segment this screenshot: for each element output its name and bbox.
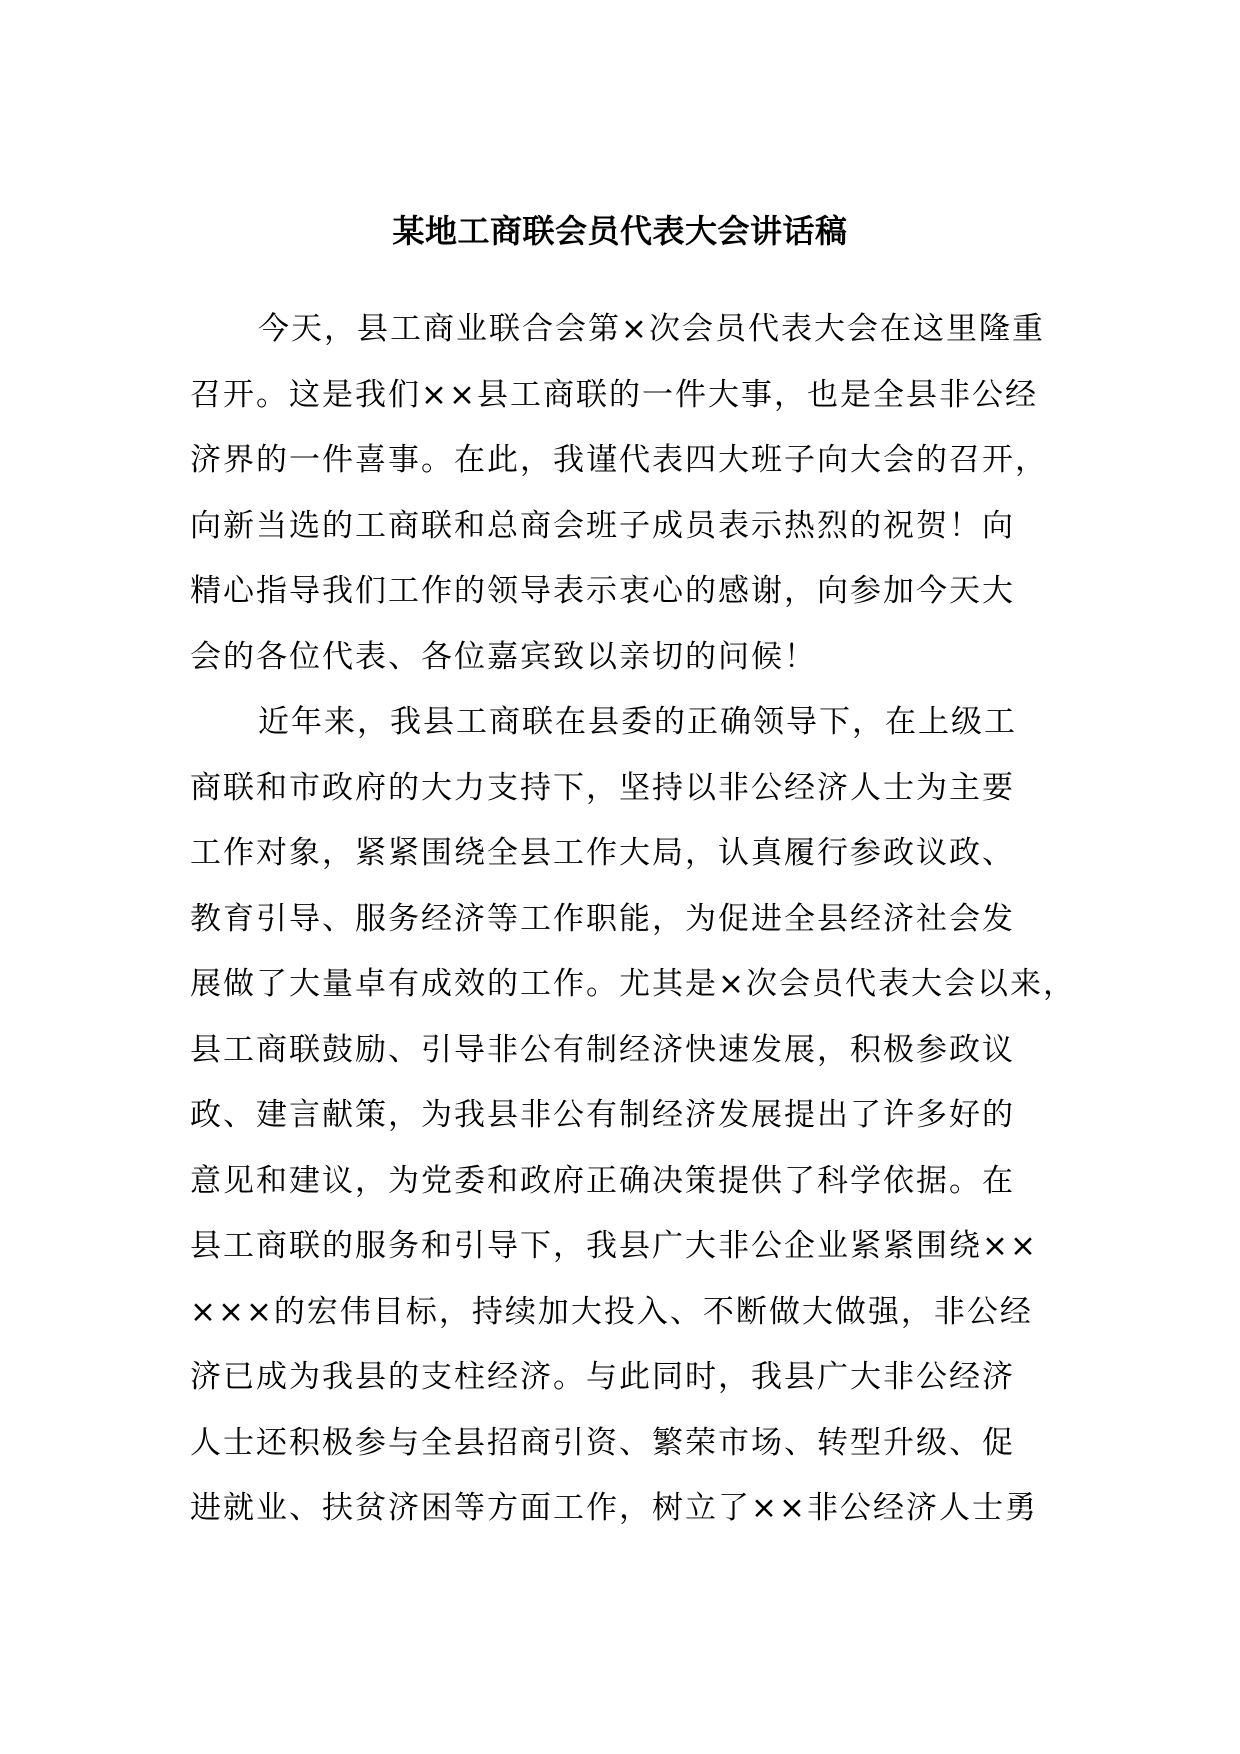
text-line: 政、建言献策，为我县非公有制经济发展提出了许多好的 [190, 1097, 1015, 1133]
text-line: 商联和市政府的大力支持下，坚持以非公经济人士为主要 [190, 769, 1015, 806]
paragraph-1 [190, 297, 1070, 690]
text-line: 济已成为我县的支柱经济。与此同时，我县广大非公经济 [190, 1359, 1015, 1395]
text-line: 人士还积极参与全县招商引资、繁荣市场、转型升级、促 [190, 1424, 1015, 1461]
text-line: 进就业、扶贫济困等方面工作，树立了××非公经济人士勇 [190, 1490, 1038, 1526]
text-line: 会的各位代表、各位嘉宾致以亲切的问候！ [190, 638, 817, 675]
text-line: 召开。这是我们××县工商联的一件大事，也是全县非公经 [190, 376, 1038, 413]
text-line: 工作对象，紧紧围绕全县工作大局，认真履行参政议政、 [190, 835, 1015, 871]
text-line: 近年来，我县工商联在县委的正确领导下，在上级工 [258, 704, 1017, 740]
text-line: ×××的宏伟目标，持续加大投入、不断做大做强，非公经 [190, 1293, 1033, 1330]
text-line: 县工商联鼓励、引导非公有制经济快速发展，积极参政议 [190, 1031, 1015, 1068]
paragraph-2 [190, 690, 1076, 1542]
text-line: 精心指导我们工作的领导表示衷心的感谢，向参加今天大 [190, 573, 1015, 609]
text-line: 展做了大量卓有成效的工作。尤其是×次会员代表大会以来， [190, 966, 1076, 1002]
document-body [190, 297, 1076, 1542]
text-line: 教育引导、服务经济等工作职能，为促进全县经济社会发 [190, 900, 1015, 937]
text-line: 济界的一件喜事。在此，我谨代表四大班子向大会的召开， [190, 442, 1048, 478]
text-line: 意见和建议，为党委和政府正确决策提供了科学依据。在 [190, 1162, 1015, 1199]
document-title: 某地工商联会员代表大会讲话稿 [392, 212, 848, 250]
text-line: 今天，县工商业联合会第×次会员代表大会在这里隆重 [258, 311, 1045, 347]
text-line: 向新当选的工商联和总商会班子成员表示热烈的祝贺！向 [190, 507, 1015, 544]
text-line: 县工商联的服务和引导下，我县广大非公企业紧紧围绕×× [190, 1228, 1038, 1264]
